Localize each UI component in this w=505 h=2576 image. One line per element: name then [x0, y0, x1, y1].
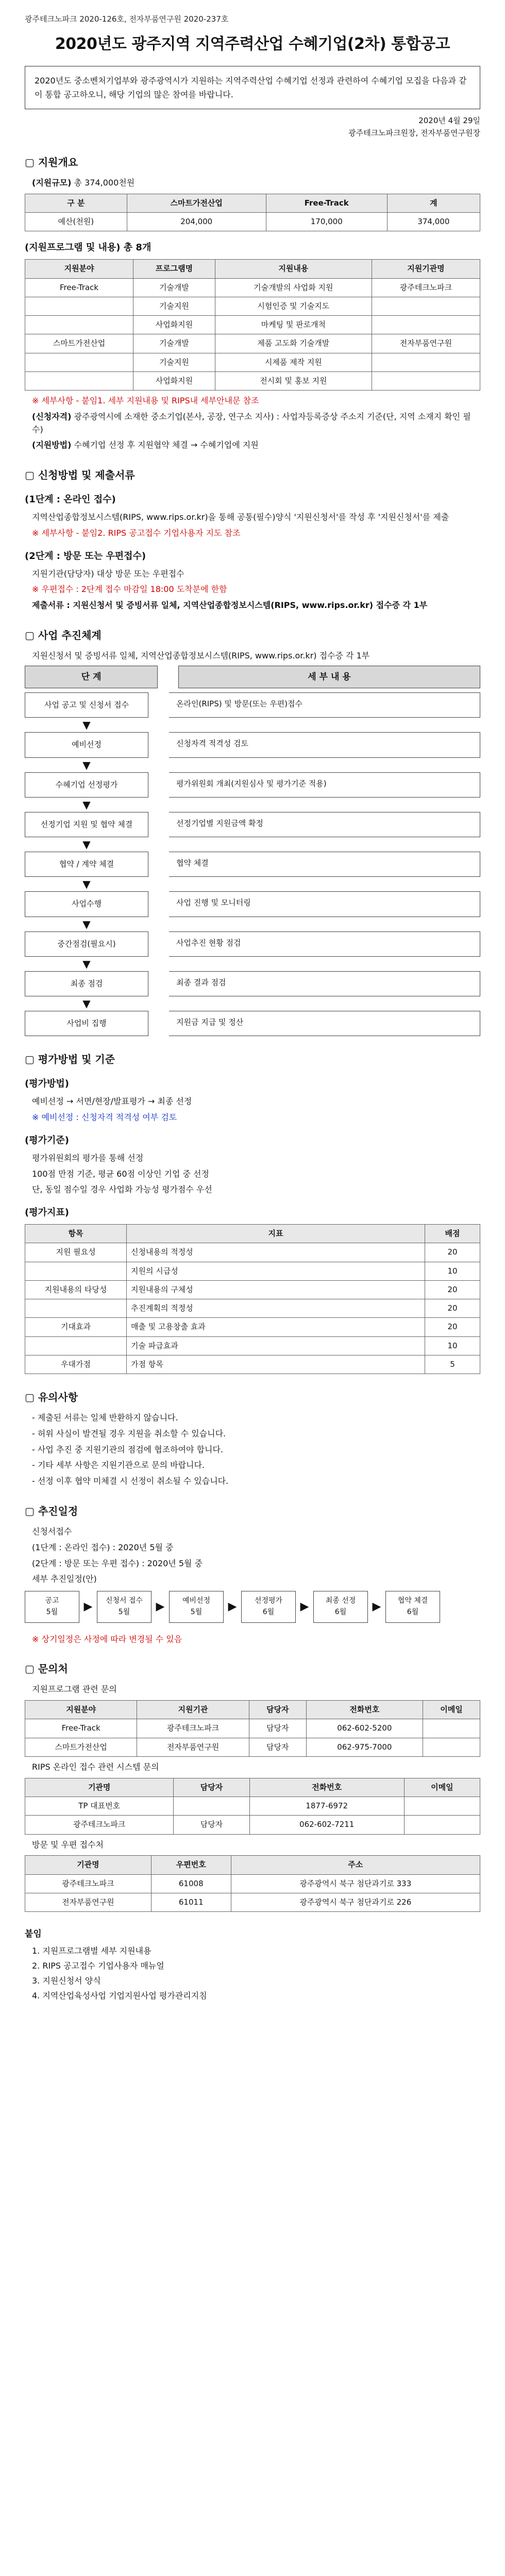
contact-rips-row	[25, 1797, 480, 1816]
page-title: 2020년도 광주지역 지역주력산업 수혜기업(2차) 통합공고	[55, 35, 450, 54]
down-arrow-icon: ▼	[82, 878, 91, 891]
process-row	[25, 971, 480, 996]
eval-method-text: 예비선정 → 서면/현장/발표평가 → 최종 선정	[32, 1096, 192, 1107]
right-arrow-icon: ▶	[83, 1600, 93, 1613]
eval-index: 신청내용의 적정성	[127, 1243, 425, 1262]
program-cell	[25, 371, 133, 390]
contact-program-cell: Free-Track	[25, 1719, 137, 1738]
schedule-timeline	[25, 1591, 480, 1622]
schedule-line-1: (1단계 : 온라인 접수) : 2020년 5월 중	[32, 1542, 174, 1552]
program-row	[25, 278, 480, 297]
contact-visit-cell: 광주광역시 북구 첨단과기로 333	[231, 1874, 480, 1893]
eval-item: 지원내용의 타당성	[25, 1280, 127, 1299]
contact-program-col: 전화번호	[306, 1701, 423, 1719]
budget-table	[25, 194, 480, 232]
budget-free-value: 170,000	[266, 213, 387, 231]
apply-step1-heading: (1단계 : 온라인 접수)	[25, 494, 116, 505]
eval-score: 20	[425, 1243, 480, 1262]
program-heading: (지원프로그램 및 내용) 총 8개	[25, 242, 152, 253]
contact-visit-col: 주소	[231, 1856, 480, 1874]
eval-item	[25, 1299, 127, 1318]
program-row	[25, 334, 480, 353]
issue-date: 2020년 4월 29일	[418, 116, 480, 126]
section-overview-heading: ▢ 지원개요	[25, 156, 78, 169]
eval-criteria-heading: (평가기준)	[25, 1134, 70, 1146]
timeline-step-label: 신청서 접수	[105, 1597, 143, 1605]
process-detail: 온라인(RIPS) 및 방문(또는 우편)접수	[169, 692, 480, 718]
program-row	[25, 316, 480, 334]
down-arrow-icon: ▼	[82, 758, 91, 771]
contact-rips-col: 기관명	[25, 1778, 174, 1797]
process-detail: 지원금 지급 및 정산	[169, 1011, 480, 1036]
timeline-step-date: 6월	[407, 1607, 419, 1616]
process-detail: 신청자격 적격성 검토	[169, 732, 480, 757]
eval-criteria-1: 평가위원회의 평가를 통해 선정	[32, 1153, 144, 1163]
caution-item: - 제출된 서류는 일체 반환하지 않습니다.	[32, 1413, 178, 1423]
contact-program-cell: 담당자	[249, 1719, 306, 1738]
contact-visit-row	[25, 1874, 480, 1893]
contact-program-cell: 전자부품연구원	[137, 1738, 249, 1756]
contact-visit-row	[25, 1893, 480, 1911]
eval-item: 우대가점	[25, 1355, 127, 1374]
contact-program-col: 지원기관	[137, 1701, 249, 1719]
program-col-name: 프로그램명	[133, 260, 215, 278]
right-arrow-icon: ▶	[300, 1600, 309, 1613]
right-arrow-icon: ▶	[228, 1600, 237, 1613]
budget-col-free: Free-Track	[266, 194, 387, 212]
eval-index: 가점 항목	[127, 1355, 425, 1374]
contact-rips-col: 전화번호	[249, 1778, 404, 1797]
process-step: 사업수행	[25, 891, 148, 917]
timeline-step	[241, 1591, 296, 1622]
process-step: 중간점검(필요시)	[25, 931, 148, 957]
contact-program-cell: 담당자	[249, 1738, 306, 1756]
program-row	[25, 297, 480, 315]
caution-item: - 사업 추진 중 지원기관의 점검에 협조하여야 합니다.	[32, 1444, 224, 1454]
apply-step2-note: ※ 우편접수 : 2단계 접수 마감일 18:00 도착분에 한함	[32, 584, 227, 595]
program-cell: 시험인증 및 기술지도	[215, 297, 372, 315]
process-detail: 협약 체결	[169, 852, 480, 877]
down-arrow-icon: ▼	[82, 918, 91, 930]
down-arrow-icon: ▼	[82, 719, 91, 732]
budget-col-total: 계	[387, 194, 480, 212]
budget-col-category: 구 분	[25, 194, 127, 212]
contact-visit-col: 기관명	[25, 1856, 152, 1874]
program-cell: 기술개발의 사업화 지원	[215, 278, 372, 297]
contact-rips-cell: TP 대표번호	[25, 1797, 174, 1816]
eval-score: 10	[425, 1262, 480, 1280]
contact-program-cell: 광주테크노파크	[137, 1719, 249, 1738]
caution-item: - 기타 세부 사항은 지원기관으로 문의 바랍니다.	[32, 1460, 205, 1470]
program-cell: 전시회 및 홍보 지원	[215, 371, 372, 390]
contact-rips-cell	[174, 1797, 249, 1816]
process-step: 사업 공고 및 신청서 접수	[25, 692, 148, 718]
process-row	[25, 692, 480, 718]
process-flow	[25, 692, 480, 1036]
contact-rips-cell	[404, 1797, 480, 1816]
eval-item: 지원 필요성	[25, 1243, 127, 1262]
program-cell: 기술개발	[133, 278, 215, 297]
apply-step1-text: 지역산업종합정보시스템(RIPS, www.rips.or.kr)을 통해 공통(필수)양식 '지원신청서'를 작성 후 '지원신청서'를 제출	[32, 512, 449, 522]
program-cell	[372, 316, 480, 334]
process-step: 선정기업 지원 및 협약 체결	[25, 812, 148, 837]
issuer-org: 광주테크노파크원장, 전자부품연구원장	[348, 128, 480, 138]
eval-row	[25, 1318, 480, 1336]
program-col-field: 지원분야	[25, 260, 133, 278]
contact-program-heading: 지원프로그램 관련 문의	[32, 1684, 117, 1694]
contact-program-col: 이메일	[423, 1701, 480, 1719]
process-row	[25, 852, 480, 877]
process-row	[25, 931, 480, 957]
contact-rips-col: 담당자	[174, 1778, 249, 1797]
eval-row	[25, 1355, 480, 1374]
program-cell	[25, 353, 133, 371]
program-table	[25, 259, 480, 391]
section-process-heading: ▢ 사업 추진체계	[25, 629, 102, 642]
contact-program-cell: 062-602-5200	[306, 1719, 423, 1738]
program-cell: 제품 고도화 기술개발	[215, 334, 372, 353]
program-cell: 전자부품연구원	[372, 334, 480, 353]
right-arrow-icon: ▶	[156, 1600, 165, 1613]
program-cell	[372, 353, 480, 371]
timeline-step-date: 6월	[262, 1607, 275, 1616]
down-arrow-icon: ▼	[82, 798, 91, 811]
eval-criteria-3: 단, 동일 점수일 경우 사업화 가능성 평가점수 우선	[32, 1184, 212, 1195]
down-arrow-icon: ▼	[82, 997, 91, 1010]
budget-smart-value: 204,000	[127, 213, 266, 231]
contact-visit-cell: 61008	[151, 1874, 231, 1893]
program-cell: 스마트가전산업	[25, 334, 133, 353]
submit-docs: 제출서류 : 지원신청서 및 증빙서류 일체, 지역산업종합정보시스템(RIPS, www.rips.or.kr) 접수증 각 1부	[32, 600, 428, 611]
contact-program-cell: 062-975-7000	[306, 1738, 423, 1756]
schedule-note: ※ 상기일정은 사정에 따라 변경될 수 있음	[32, 1634, 182, 1644]
eval-index-heading: (평가지표)	[25, 1207, 70, 1218]
contact-rips-row	[25, 1816, 480, 1834]
right-arrow-icon: ▶	[372, 1600, 381, 1613]
program-cell: 기술개발	[133, 334, 215, 353]
contact-rips-cell: 광주테크노파크	[25, 1816, 174, 1834]
attachment-item: 4. 지역산업육성사업 기업지원사업 평가관리지침	[32, 1990, 207, 2001]
eval-item	[25, 1262, 127, 1280]
caution-item: - 선정 이후 협약 미체결 시 선정이 취소될 수 있습니다.	[32, 1476, 229, 1486]
budget-line: (지원규모) 총 374,000천원	[32, 178, 135, 188]
budget-total-value: 374,000	[387, 213, 480, 231]
eval-col-item: 항목	[25, 1225, 127, 1243]
process-header-detail: 세 부 내 용	[178, 666, 480, 688]
support-method: (지원방법) 수혜기업 선정 후 지원협약 체결 → 수혜기업에 지원	[32, 440, 259, 450]
program-col-org: 지원기관명	[372, 260, 480, 278]
program-cell: 사업화지원	[133, 371, 215, 390]
program-cell	[372, 297, 480, 315]
program-cell	[25, 297, 133, 315]
contact-visit-col: 우편번호	[151, 1856, 231, 1874]
process-row	[25, 732, 480, 757]
section-schedule-heading: ▢ 추진일정	[25, 1505, 78, 1518]
attachment-item: 1. 지원프로그램별 세부 지원내용	[32, 1946, 152, 1956]
program-cell: 기술지원	[133, 297, 215, 315]
document-number: 광주테크노파크 2020-126호, 전자부품연구원 2020-237호	[25, 14, 229, 24]
program-cell	[372, 371, 480, 390]
process-detail: 선정기업별 지원금액 확정	[169, 812, 480, 837]
eval-row	[25, 1299, 480, 1318]
down-arrow-icon: ▼	[82, 838, 91, 851]
budget-col-smart: 스마트가전산업	[127, 194, 266, 212]
contact-program-col: 지원분야	[25, 1701, 137, 1719]
contact-program-cell: 스마트가전산업	[25, 1738, 137, 1756]
attachments	[25, 1927, 480, 2004]
timeline-step-label: 협약 체결	[397, 1597, 428, 1605]
eval-score: 20	[425, 1280, 480, 1299]
program-cell: 기술지원	[133, 353, 215, 371]
process-step: 예비선정	[25, 732, 148, 757]
eval-row	[25, 1262, 480, 1280]
eval-row	[25, 1243, 480, 1262]
process-row	[25, 812, 480, 837]
eval-col-score: 배점	[425, 1225, 480, 1243]
eval-criteria-2: 100점 만점 기준, 평균 60점 이상인 기업 중 선정	[32, 1168, 209, 1179]
process-row	[25, 891, 480, 917]
contact-program-cell	[423, 1719, 480, 1738]
program-row	[25, 371, 480, 390]
section-apply-heading: ▢ 신청방법 및 제출서류	[25, 469, 135, 482]
caution-list	[25, 1412, 480, 1488]
contact-program-col: 담당자	[249, 1701, 306, 1719]
program-col-content: 지원내용	[215, 260, 372, 278]
contact-program-row	[25, 1719, 480, 1738]
eval-index: 추진계획의 적정성	[127, 1299, 425, 1318]
eval-index: 지원의 시급성	[127, 1262, 425, 1280]
timeline-step-label: 공고	[45, 1597, 59, 1605]
contact-rips-cell: 1877-6972	[249, 1797, 404, 1816]
apply-step2-text: 지원기관(담당자) 대상 방문 또는 우편접수	[32, 568, 184, 579]
contact-visit-table	[25, 1855, 480, 1912]
eval-index: 기술 파급효과	[127, 1336, 425, 1355]
timeline-step-date: 6월	[334, 1607, 347, 1616]
eval-index: 지원내용의 구체성	[127, 1280, 425, 1299]
program-cell: Free-Track	[25, 278, 133, 297]
process-intro: 지원신청서 및 증빙서류 일체, 지역산업종합정보시스템(RIPS, www.rips.or.kr) 접수증 각 1부	[32, 651, 370, 661]
contact-visit-heading: 방문 및 우편 접수처	[32, 1839, 104, 1850]
timeline-step	[169, 1591, 224, 1622]
attachments-list	[32, 1944, 480, 2003]
program-cell: 시제품 제작 지원	[215, 353, 372, 371]
eval-method-note: ※ 예비선정 : 신청자격 적격성 여부 검토	[32, 1112, 177, 1123]
contact-visit-cell: 전자부품연구원	[25, 1893, 152, 1911]
eval-score: 5	[425, 1355, 480, 1374]
apply-step1-note: ※ 세부사항 - 붙임2. RIPS 공고접수 기업사용자 지도 참조	[32, 528, 241, 538]
contact-program-table	[25, 1700, 480, 1757]
process-header	[25, 666, 480, 688]
eval-col-index: 지표	[127, 1225, 425, 1243]
budget-row-label: 예산(천원)	[25, 213, 127, 231]
program-note: ※ 세부사항 - 붙임1. 세부 지원내용 및 RIPS내 세부안내문 참조	[32, 396, 259, 406]
contact-rips-cell: 담당자	[174, 1816, 249, 1834]
contact-rips-col: 이메일	[404, 1778, 480, 1797]
intro-box: 2020년도 중소벤처기업부와 광주광역시가 지원하는 지역주력산업 수혜기업 선정과 관련하여 수혜기업 모집을 다음과 같이 통합 공고하오니, 해당 기업의 많은 참여를 바랍니다.	[25, 66, 480, 109]
process-detail: 최종 결과 점검	[169, 971, 480, 996]
eval-item: 기대효과	[25, 1318, 127, 1336]
timeline-step	[97, 1591, 152, 1622]
program-cell: 사업화지원	[133, 316, 215, 334]
eval-method-heading: (평가방법)	[25, 1078, 70, 1090]
issuer-block	[25, 114, 480, 139]
attachment-item: 3. 지원신청서 양식	[32, 1975, 101, 1986]
attachment-item: 2. RIPS 공고접수 기업사용자 매뉴얼	[32, 1961, 164, 1971]
timeline-step-label: 예비선정	[182, 1597, 211, 1605]
timeline-step	[313, 1591, 368, 1622]
contact-rips-cell	[404, 1816, 480, 1834]
section-contact-heading: ▢ 문의처	[25, 1663, 68, 1675]
contact-visit-cell: 광주광역시 북구 첨단과기로 226	[231, 1893, 480, 1911]
process-step: 최종 점검	[25, 971, 148, 996]
contact-rips-table	[25, 1778, 480, 1835]
eval-score: 10	[425, 1336, 480, 1355]
apply-step2-heading: (2단계 : 방문 또는 우편접수)	[25, 550, 146, 562]
timeline-step	[25, 1591, 79, 1622]
timeline-step-label: 선정평가	[254, 1597, 283, 1605]
timeline-step-label: 최종 선정	[325, 1597, 356, 1605]
process-row	[25, 1011, 480, 1036]
eval-row	[25, 1280, 480, 1299]
eval-score: 20	[425, 1299, 480, 1318]
contact-visit-cell: 광주테크노파크	[25, 1874, 152, 1893]
contact-program-row	[25, 1738, 480, 1756]
timeline-step	[385, 1591, 440, 1622]
timeline-step-date: 5월	[190, 1607, 203, 1616]
eval-item	[25, 1336, 127, 1355]
process-detail: 평가위원회 개최(지원심사 및 평가기준 적용)	[169, 772, 480, 798]
process-detail: 사업 진행 및 모니터링	[169, 891, 480, 917]
schedule-detail-heading: 세부 추진일정(안)	[32, 1574, 97, 1584]
eval-index: 매출 및 고용창출 효과	[127, 1318, 425, 1336]
attachments-heading: 붙임	[25, 1929, 42, 1940]
program-cell: 마케팅 및 판로개척	[215, 316, 372, 334]
contact-visit-cell: 61011	[151, 1893, 231, 1911]
section-eval-heading: ▢ 평가방법 및 기준	[25, 1053, 115, 1066]
contact-rips-heading: RIPS 온라인 접수 관련 시스템 문의	[32, 1761, 159, 1772]
process-step: 수혜기업 선정평가	[25, 772, 148, 798]
program-cell	[25, 316, 133, 334]
process-header-step: 단 계	[25, 666, 158, 688]
process-detail: 사업추진 현황 점검	[169, 931, 480, 957]
eval-score: 20	[425, 1318, 480, 1336]
eval-row	[25, 1336, 480, 1355]
caution-item: - 허위 사실이 발견될 경우 지원을 취소할 수 있습니다.	[32, 1428, 226, 1438]
schedule-line-2: (2단계 : 방문 또는 우편 접수) : 2020년 5월 중	[32, 1558, 203, 1568]
process-row	[25, 772, 480, 798]
timeline-step-date: 5월	[46, 1607, 58, 1616]
section-caution-heading: ▢ 유의사항	[25, 1391, 78, 1404]
down-arrow-icon: ▼	[82, 957, 91, 970]
eligibility: (신청자격) 광주광역시에 소재한 중소기업(본사, 공장, 연구소 지사) : 사업자등록증상 주소지 기준(단, 지역 소재지 확인 필수)	[32, 411, 471, 434]
contact-rips-cell: 062-602-7211	[249, 1816, 404, 1834]
timeline-step-date: 5월	[118, 1607, 130, 1616]
contact-program-cell	[423, 1738, 480, 1756]
process-step: 협약 / 계약 체결	[25, 852, 148, 877]
program-row	[25, 353, 480, 371]
program-cell: 광주테크노파크	[372, 278, 480, 297]
process-step: 사업비 집행	[25, 1011, 148, 1036]
eval-index-table	[25, 1224, 480, 1374]
schedule-title: 신청서접수	[32, 1527, 72, 1537]
